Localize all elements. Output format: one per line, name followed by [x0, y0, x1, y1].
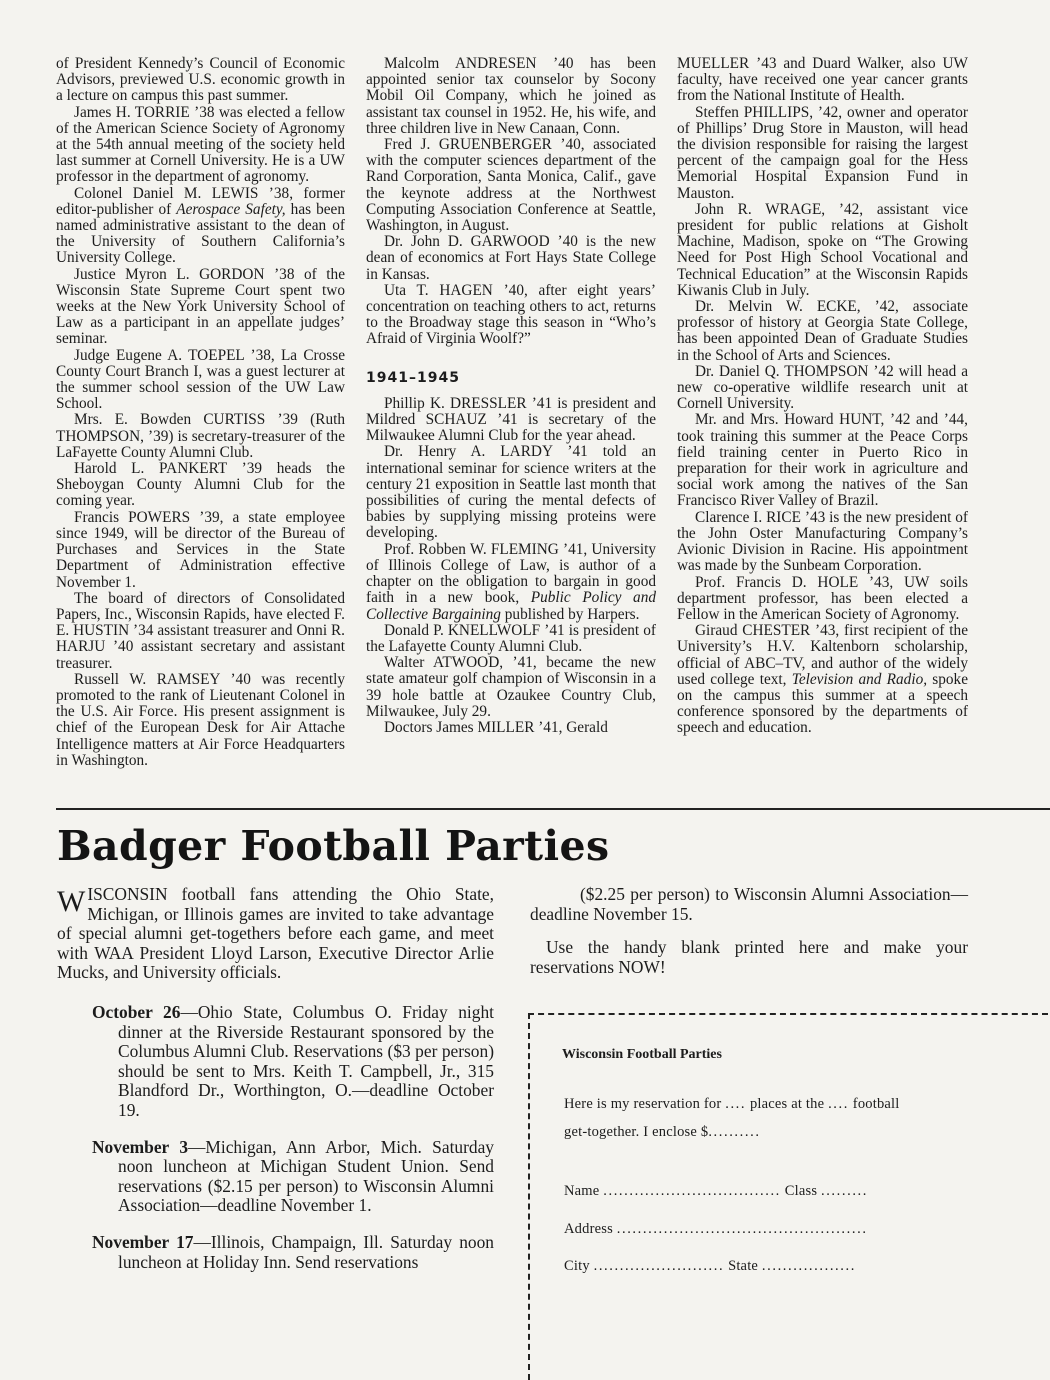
news-item: Malcolm ANDRESEN ’40 has been appointed senior tax counselor by Socony Mobil Oil Company, which he joined as assistant tax counsel in 1952. He, his wife, and three children live in New Canaan, Conn.: [366, 55, 656, 137]
news-item: Dr. Daniel Q. THOMPSON ’42 will head a new co-operative wildlife research unit at Cornell University.: [677, 362, 968, 413]
event-list: [92, 1003, 494, 1289]
news-item: MUELLER ’43 and Duard Walker, also UW faculty, have received one year cancer grants from the National Institute of Health.: [677, 55, 968, 105]
name-field[interactable]: ..................................: [603, 1183, 781, 1199]
news-item: Clarence I. RICE ’43 is the new president of the John Oster Manufacturing Company’s Avionic Division in Racine. His appointment was made by the Sunbeam Corporation.: [677, 508, 968, 575]
news-item: Mr. and Mrs. Howard HUNT, ’42 and ’44, took training this summer at the Peace Corps field training center in Puerto Rico in preparation for their work in agriculture and social work among the natives of the San Francisco River Valley of Brazil.: [677, 411, 968, 510]
news-item: Dr. Henry A. LARDY ’41 told an international seminar for science writers at the century 21 exposition in Seattle last month that possibilities of curing the mental defects of babies by supplying missing proteins were developing.: [366, 443, 656, 542]
reservation-coupon: [528, 1013, 1048, 1380]
event-continuation: ($2.25 per person) to Wisconsin Alumni Association—deadline November 15.: [530, 884, 968, 924]
news-item: Doctors James MILLER ’41, Gerald: [384, 718, 608, 736]
coupon-reservation-line: Here is my reservation for .... places at the .... football: [564, 1096, 900, 1112]
coupon-city-line: City ......................... State ..................: [564, 1258, 856, 1274]
event-date: November 3: [92, 1136, 189, 1157]
news-item: Phillip K. DRESSLER ’41 is president and Mildred SCHAUZ ’41 is secretary of the Milwaukee Alumni Club for the year ahead.: [366, 394, 656, 445]
news-item: of President Kennedy’s Council of Economic Advisors, previewed U.S. economic growth in a lecture on campus this past summer.: [56, 55, 345, 105]
game-blank[interactable]: ....: [828, 1096, 849, 1112]
drop-cap: W: [57, 885, 86, 918]
news-item: Donald P. KNELLWOLF ’41 is president of the Lafayette County Alumni Club.: [366, 621, 656, 655]
news-item: Giraud CHESTER ’43, first recipient of the University’s H.V. Kaltenborn scholarship, official of ABC–TV, and author of the widely used college text, Television and Radio, spoke on the campus this summer at a speech conference sponsored by the departments of speech and education.: [677, 622, 968, 737]
news-item: Russell W. RAMSEY ’40 was recently promoted to the rank of Lieutenant Colonel in the U.S. Air Force. His present assignment is chief of the European Desk for Air Attache Intelligence matters at Air Force Headquarters in Washington.: [56, 670, 345, 769]
event-item: November 3—Michigan, Ann Arbor, Mich. Saturday noon luncheon at Michigan Student Union. Send reservations ($2.15 per person) to Wisconsin Alumni Association—deadline November 1.: [92, 1136, 494, 1216]
coupon-name-line: Name .................................. Class .........: [564, 1183, 869, 1199]
column-2: [366, 56, 656, 736]
news-item: Francis POWERS ’39, a state employee since 1949, will be director of the Bureau of Purchases and Services in the State Department of Administration effective November 1.: [56, 508, 345, 591]
news-item: Justice Myron L. GORDON ’38 of the Wisconsin State Supreme Court spent two weeks at the New York University School of Law as a participant in an appellate judges’ seminar.: [56, 265, 345, 348]
news-item: Steffen PHILLIPS, ’42, owner and operator of Phillips’ Drug Store in Mauston, will head the division responsible for raising the largest percent of the campaign goal for the Hess Memorial Hospital Expansion Fund in Mauston.: [677, 103, 968, 202]
event-item: October 26—Ohio State, Columbus O. Friday night dinner at the Riverside Restaurant sponsored by the Columbus Alumni Club. Reservations ($3 per person) should be sent to Mrs. Keith T. Campbell, Jr., 315 Blandford Dr., Worthington, O.—deadline October 19.: [92, 1002, 494, 1120]
news-item: Prof. Robben W. FLEMING ’41, University of Illinois College of Law, is author of a chapter on the obligation to bargain in good faith in a new book, Public Policy and Collective Bargaining published by Harpers.: [366, 540, 656, 623]
coupon-enclose-line: get-together. I enclose $..........: [564, 1124, 761, 1140]
news-item: Dr. Melvin W. ECKE, ’42, associate professor of history at Georgia State College, has been appointed Dean of Graduate Studies in the School of Arts and Sciences.: [677, 298, 968, 364]
places-blank[interactable]: ....: [725, 1096, 747, 1112]
address-field[interactable]: ................................................: [616, 1221, 868, 1237]
news-item: James H. TORRIE ’38 was elected a fellow of the American Science Society of Agronomy at the 54th annual meeting of the society held last summer at Cornell University. He is a UW professor in the department of agronomy.: [56, 103, 345, 186]
coupon-title: Wisconsin Football Parties: [562, 1047, 722, 1062]
column-1: [56, 56, 345, 769]
amount-blank[interactable]: ..........: [708, 1124, 761, 1140]
call-to-action: Use the handy blank printed here and make your reservations NOW!: [530, 937, 968, 977]
news-item: Harold L. PANKERT ’39 heads the Sheboygan County Alumni Club for the coming year.: [56, 460, 345, 510]
event-date: November 17: [92, 1231, 194, 1252]
city-field[interactable]: .........................: [593, 1258, 725, 1274]
news-item: Judge Eugene A. TOEPEL ’38, La Crosse County Court Branch I, was a guest lecturer at the summer school session of the UW Law School.: [56, 346, 345, 413]
news-item: Fred J. GRUENBERGER ’40, associated with the computer sciences department of the Rand Corporation, Santa Monica, Calif., gave the keynote address at the Northwest Computing Association Conference at Seattle, Washington, in August.: [366, 136, 656, 235]
news-item: Walter ATWOOD, ’41, became the new state amateur golf champion of Wisconsin in a 39 hole battle at Ozaukee Country Club, Milwaukee, July 29.: [366, 654, 656, 720]
feature-headline: Badger Football Parties: [57, 822, 610, 870]
news-item: John R. WRAGE, ’42, assistant vice president for public relations at Gisholt Machine, Madison, spoke on “The Growing Need for Post High School Vocational and Technical Education” at the Wisconsin Rapids Kiwanis Club in July.: [677, 200, 968, 299]
news-item: Colonel Daniel M. LEWIS ’38, former editor-publisher of Aerospace Safety, has been named administrative assistant to the dean of the University of Southern California’s University College.: [56, 184, 345, 267]
feature-continuation: [530, 885, 968, 977]
section-divider: [56, 808, 1050, 810]
section-heading: 1941–1945: [366, 369, 460, 386]
news-item: Uta T. HAGEN ’40, after eight years’ concentration on teaching others to act, returns to the Broadway stage this season in “Who’s Afraid of Virginia Woolf?”: [366, 281, 656, 348]
coupon-address-line: Address ................................................: [564, 1221, 868, 1237]
news-item: Mrs. E. Bowden CURTISS ’39 (Ruth THOMPSON, ’39) is secretary-treasurer of the LaFayette County Alumni Club.: [56, 411, 345, 461]
news-item: The board of directors of Consolidated Papers, Inc., Wisconsin Rapids, have elected F. E. HUSTIN ’34 assistant treasurer and Onni R. HARJU ’40 assistant secretary and assistant treasurer.: [56, 589, 345, 672]
news-item: Prof. Francis D. HOLE ’43, UW soils department professor, has been elected a Fellow in the American Society of Agronomy.: [677, 573, 968, 623]
event-date: October 26: [92, 1002, 181, 1022]
event-item: November 17—Illinois, Champaign, Ill. Saturday noon luncheon at Holiday Inn. Send reservations: [92, 1231, 494, 1272]
class-field[interactable]: .........: [820, 1183, 869, 1199]
feature-intro: WISCONSIN football fans attending the Ohio State, Michigan, or Illinois games are invited to take advantage of special alumni get-togethers before each game, and meet with WAA President Lloyd Larson, Executive Director Arlie Mucks, and University officials.: [57, 884, 494, 983]
state-field[interactable]: ..................: [761, 1258, 856, 1274]
column-3: [677, 56, 968, 737]
news-item: Dr. John D. GARWOOD ’40 is the new dean of economics at Fort Hays State College in Kansas.: [366, 233, 656, 283]
